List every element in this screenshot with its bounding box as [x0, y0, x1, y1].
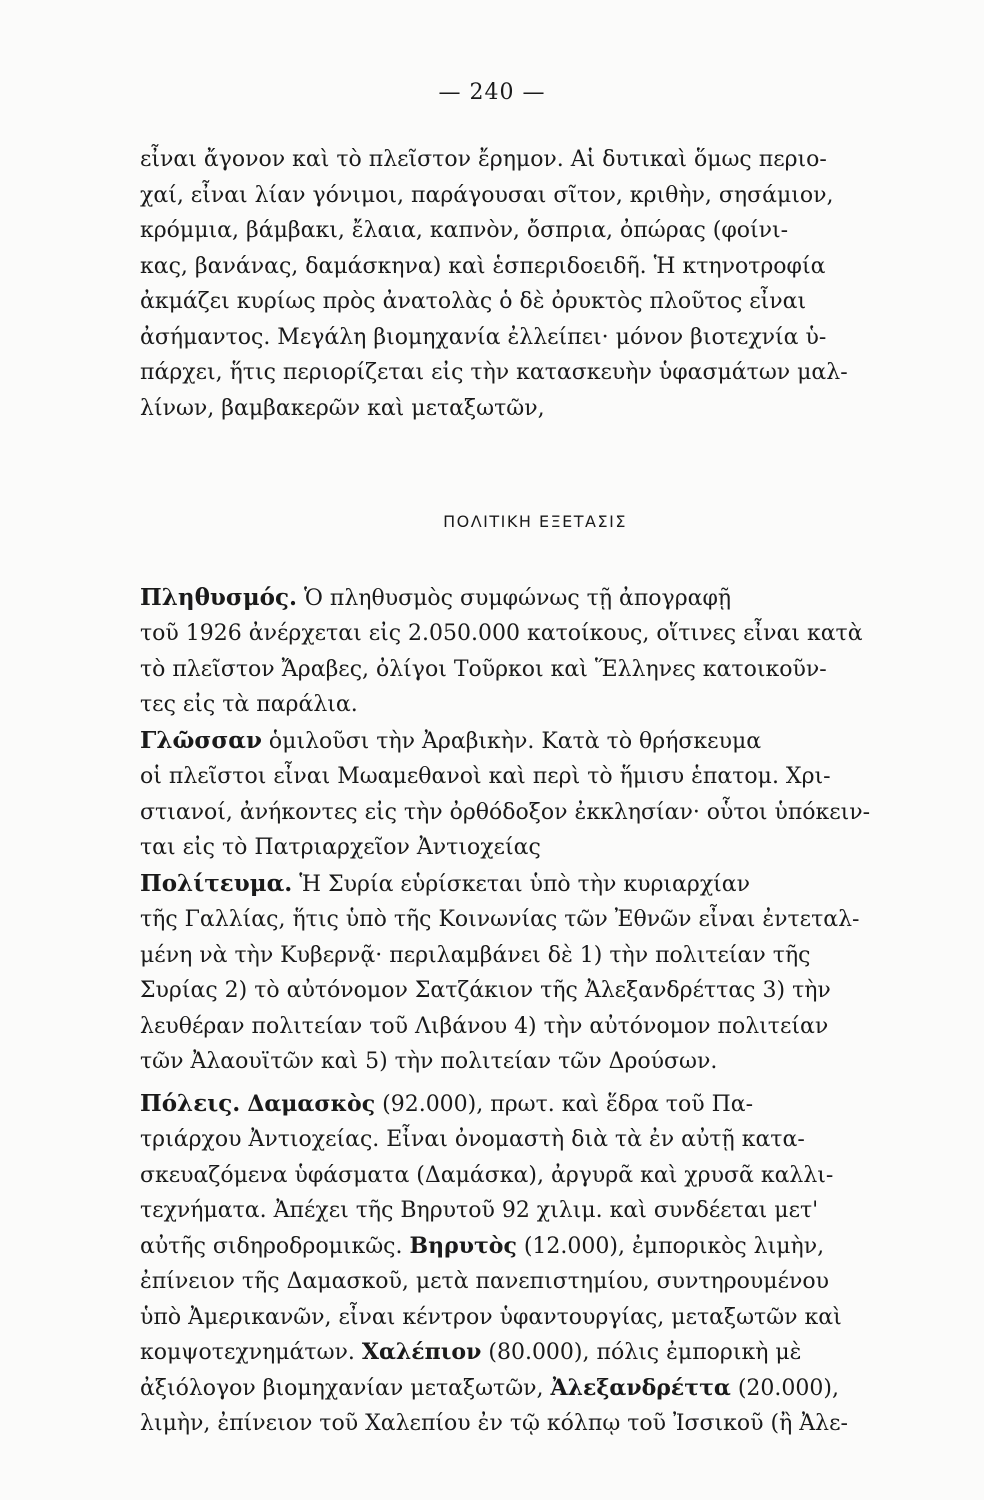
- text-line: [140, 1335, 930, 1371]
- text-line: οἱ πλεῖστοι εἶναι Μωαμεθανοὶ καὶ περὶ τὸ ἥμισυ ἑπατομ. Χρι-: [140, 764, 831, 789]
- text-line: τες εἰς τὰ παράλια.: [140, 692, 358, 717]
- text-run: ὁμιλοῦσι τὴν Ἀραβικὴν. Κατὰ τὸ θρήσκευμα: [261, 728, 762, 754]
- paragraph-lead: Πόλεις.: [140, 1089, 241, 1117]
- text-line: στιανοί, ἀνήκοντες εἰς τὴν ὀρθόδοξον ἐκκλησίαν· οὗτοι ὑπόκειν-: [140, 799, 871, 825]
- text-line: λίνων, βαμβακερῶν καὶ μεταξωτῶν,: [140, 395, 545, 421]
- text-line: Συρίας 2) τὸ αὐτόνομον Σατζάκιον τῆς Ἀλεξανδρέττας 3) τὴν: [140, 978, 831, 1003]
- page-body: [140, 142, 930, 1442]
- text-run: Ὁ πληθυσμὸς συμφώνως τῇ ἀπογραφῇ: [297, 585, 732, 611]
- paragraph-language: [140, 723, 930, 866]
- text-line: ται εἰς τὸ Πατριαρχεῖον Ἀντιοχείας: [140, 835, 541, 860]
- text-line: χαί, εἶναι λίαν γόνιμοι, παράγουσαι σῖτον, κριθὴν, σησάμιον,: [140, 182, 834, 208]
- text-run: ἀξιόλογον βιομηχανίαν μεταξωτῶν,: [140, 1375, 551, 1401]
- city-aleppo: Χαλέπιον: [361, 1339, 482, 1365]
- text-line: ἀσήμαντος. Μεγάλη βιομηχανία ἐλλείπει· μόνον βιοτεχνία ὑ-: [140, 324, 827, 350]
- text-line: [140, 866, 930, 903]
- paragraph-polity: [140, 866, 930, 1080]
- text-line: ὑπὸ Ἀμερικανῶν, εἶναι κέντρον ὑφαντουργίας, μεταξωτῶν καὶ: [140, 1304, 842, 1330]
- text-line: εἶναι ἄγονον καὶ τὸ πλεῖστον ἔρημον. Αἱ δυτικαὶ ὅμως περιο-: [140, 147, 827, 172]
- text-run: (92.000), πρωτ. καὶ ἕδρα τοῦ Πα-: [375, 1091, 754, 1117]
- text-run: κομψοτεχνημάτων.: [140, 1340, 362, 1365]
- text-line: τῆς Γαλλίας, ἥτις ὑπὸ τῆς Κοινωνίας τῶν Ἐθνῶν εἶναι ἐντεταλ-: [140, 907, 860, 932]
- text-line: [140, 1229, 930, 1265]
- city-alexandretta: Ἀλεξανδρέττα: [550, 1374, 731, 1401]
- text-line: ἀκμάζει κυρίως πρὸς ἀνατολὰς ὁ δὲ ὀρυκτὸς πλοῦτος εἶναι: [140, 289, 807, 314]
- text-line: [140, 1371, 930, 1407]
- text-line: [140, 723, 930, 760]
- text-line: λευθέραν πολιτείαν τοῦ Λιβάνου 4) τὴν αὐτόνομον πολιτείαν: [140, 1013, 829, 1039]
- text-line: ἐπίνειον τῆς Δαμασκοῦ, μετὰ πανεπιστημίου, συντηρουμένου: [140, 1269, 829, 1294]
- text-run: αὐτῆς σιδηροδρομικῶς.: [140, 1233, 410, 1259]
- city-damascus: Δαμασκὸς: [247, 1090, 376, 1117]
- paragraph-lead: Πολίτευμα.: [140, 869, 293, 897]
- paragraph-lead: Πληθυσμός.: [140, 583, 298, 611]
- text-line: τοῦ 1926 ἀνέρχεται εἰς 2.050.000 κατοίκους, οἵτινες εἶναι κατὰ: [140, 621, 863, 646]
- city-beirut: Βηρυτὸς: [409, 1232, 517, 1259]
- text-run: (80.000), πόλις ἐμπορικὴ μὲ: [481, 1340, 802, 1365]
- text-line: μένη νὰ τὴν Κυβερνᾷ· περιλαμβάνει δὲ 1) τὴν πολιτείαν τῆς: [140, 942, 811, 968]
- text-line: κας, βανάνας, δαμάσκηνα) καὶ ἑσπεριδοειδῆ. Ἡ κτηνοτροφία: [140, 253, 826, 279]
- paragraph-lead: Γλῶσσαν: [140, 726, 262, 754]
- text-line: λιμὴν, ἐπίνειον τοῦ Χαλεπίου ἐν τῷ κόλπῳ τοῦ Ἰσσικοῦ (ἢ Ἀλε-: [140, 1411, 848, 1436]
- text-line: τῶν Ἀλαουϊτῶν καὶ 5) τὴν πολιτείαν τῶν Δρούσων.: [140, 1049, 718, 1074]
- text-run: (20.000),: [730, 1375, 839, 1401]
- paragraph-population: [140, 580, 930, 723]
- text-line: κρόμμια, βάμβακι, ἔλαια, καπνὸν, ὄσπρια, ὀπώρας (φοίνι-: [140, 218, 789, 243]
- text-line: τριάρχου Ἀντιοχείας. Εἶναι ὀνομαστὴ διὰ τὰ ἐν αὐτῇ κατα-: [140, 1127, 805, 1152]
- paragraph-cities: [140, 1086, 930, 1442]
- text-line: τεχνήματα. Ἀπέχει τῆς Βηρυτοῦ 92 χιλιμ. καὶ συνδέεται μετ': [140, 1198, 819, 1223]
- text-line: [140, 580, 930, 617]
- paragraph-economy: [140, 142, 930, 426]
- text-line: [140, 1086, 930, 1123]
- text-run: Ἡ Συρία εὑρίσκεται ὑπὸ τὴν κυριαρχίαν: [292, 871, 751, 897]
- text-line: σκευαζόμενα ὑφάσματα (Δαμάσκα), ἀργυρᾶ καὶ χρυσᾶ καλλι-: [140, 1162, 834, 1188]
- text-line: τὸ πλεῖστον Ἄραβες, ὀλίγοι Τοῦρκοι καὶ Ἕλληνες κατοικοῦν-: [140, 656, 827, 682]
- section-heading: ΠΟΛΙΤΙΚΗ ΕΞΕΤΑΣΙΣ: [443, 512, 627, 531]
- page-number: — 240 —: [438, 80, 546, 105]
- text-run: (12.000), ἐμπορικὸς λιμὴν,: [516, 1233, 825, 1259]
- text-line: πάρχει, ἥτις περιορίζεται εἰς τὴν κατασκευὴν ὑφασμάτων μαλ-: [140, 360, 848, 385]
